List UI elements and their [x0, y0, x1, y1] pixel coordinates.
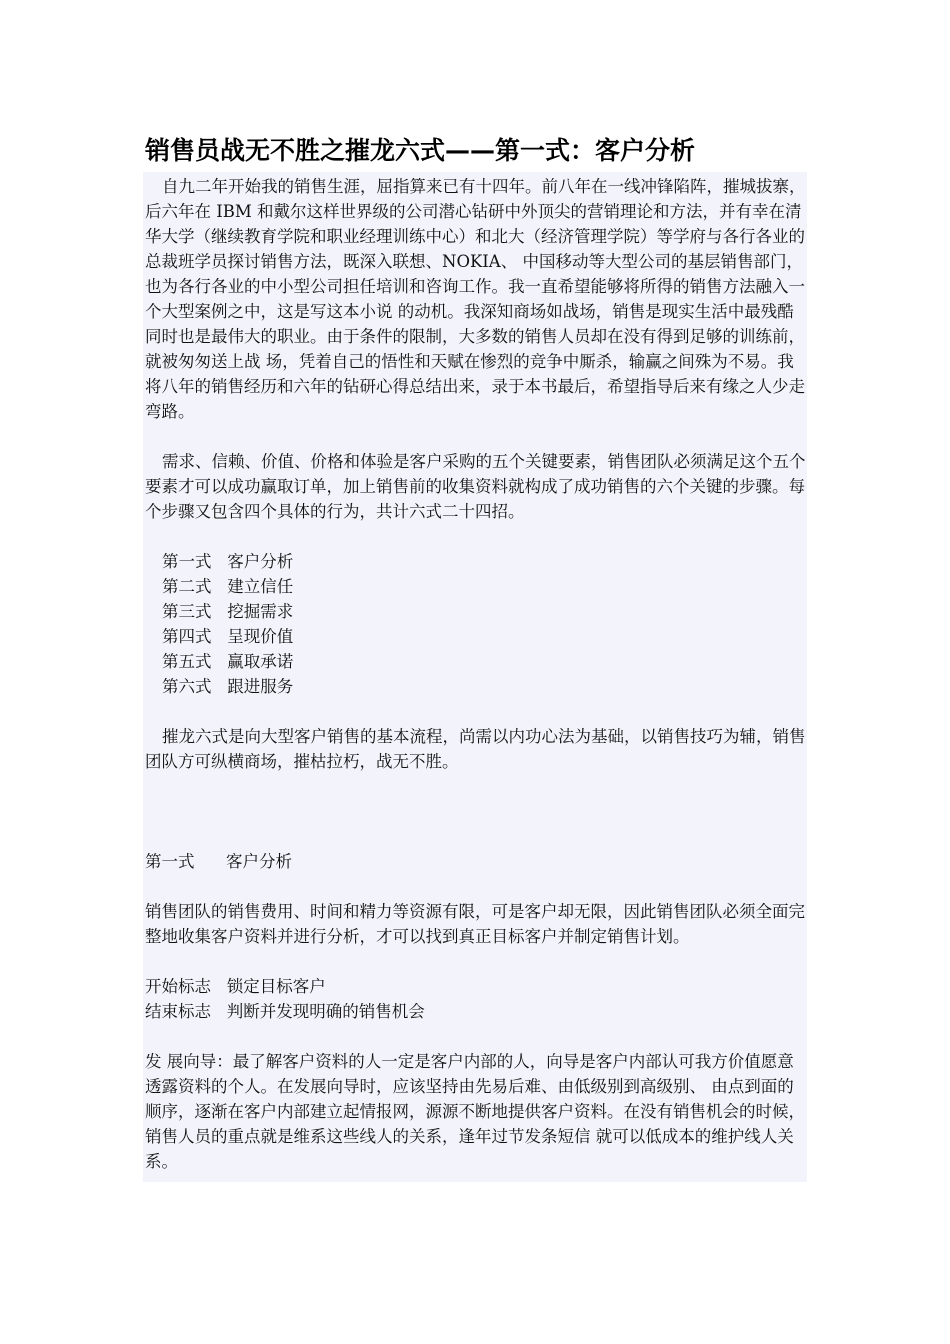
intro-paragraph: 自九二年开始我的销售生涯，屈指算来已有十四年。前八年在一线冲锋陷阵，摧城拔寨，后六年在 IBM 和戴尔这样世界级的公司潜心钻研中外顶尖的营销理论和方法，并有幸在清华大学（继续教育学院和职业经理训练中心）和北大（经济管理学院）等学府与各行各业的总裁班学员探讨销售方法，既深入联想、NOKIA、 中国移动等大型公司的基层销售部门，也为各行各业的中小型公司担任培训和咨询工作。我一直希望能够将所得的销售方法融入一个大型案例之中，这是写这本小说 的动机。我深知商场如战场，销售是现实生活中最残酷同时也是最伟大的职业。由于条件的限制，大多数的销售人员却在没有得到足够的训练前，就被匆匆送上战 场，凭着自己的悟性和天赋在惨烈的竞争中厮杀，输赢之间殊为不易。我将八年的销售经历和六年的钻研心得总结出来，录于本书最后，希望指导后来有缘之人少走 弯路。 [145, 177, 806, 421]
elements-paragraph: 需求、信赖、价值、价格和体验是客户采购的五个关键要素，销售团队必须满足这个五个要素才可以成功赢取订单，加上销售前的收集资料就构成了成功销售的六个关键的步骤。每个步骤又包含四个具体的行为，共计六式二十四招。 [145, 452, 806, 521]
guide-paragraph: 发 展向导：最了解客户资料的人一定是客户内部的人，向导是客户内部认可我方价值愿意透露资料的个人。在发展向导时，应该坚持由先易后难、由低级别到高级别、 由点到面的顺序，逐渐在客户内部建立起情报网，源源不断地提供客户资料。在没有销售机会的时候，销售人员的重点就是维系这些线人的关系，逢年过节发条短信 就可以低成本的维护线人关系。 [145, 1052, 805, 1171]
paragraph-gap [145, 424, 807, 449]
list-item: 第三式 挖掘需求 [162, 602, 294, 621]
start-marker: 开始标志 锁定目标客户 [145, 977, 326, 996]
list-item: 第五式 赢取承诺 [162, 652, 294, 671]
document-title: 销售员战无不胜之摧龙六式——第一式：客户分析 [145, 136, 696, 165]
section-heading: 第一式 客户分析 [145, 852, 292, 871]
paragraph-gap [145, 524, 807, 549]
list-item: 第六式 跟进服务 [162, 677, 294, 696]
paragraph-gap [145, 874, 807, 899]
section-body-paragraph: 销售团队的销售费用、时间和精力等资源有限，可是客户却无限，因此销售团队必须全面完整地收集客户资料并进行分析，才可以找到真正目标客户并制定销售计划。 [145, 902, 805, 946]
document-body [143, 172, 807, 1182]
end-marker: 结束标志 判断并发现明确的销售机会 [145, 1002, 425, 1021]
paragraph-gap [145, 699, 807, 724]
section-gap [145, 774, 807, 824]
list-item: 第二式 建立信任 [162, 577, 294, 596]
paragraph-gap [145, 824, 807, 849]
list-item: 第一式 客户分析 [162, 552, 294, 571]
list-item: 第四式 呈现价值 [162, 627, 294, 646]
summary-paragraph: 摧龙六式是向大型客户销售的基本流程，尚需以内功心法为基础，以销售技巧为辅，销售团队方可纵横商场，摧枯拉朽，战无不胜。 [145, 727, 806, 771]
steps-list [145, 549, 807, 699]
paragraph-gap [145, 1024, 807, 1049]
paragraph-gap [145, 949, 807, 974]
